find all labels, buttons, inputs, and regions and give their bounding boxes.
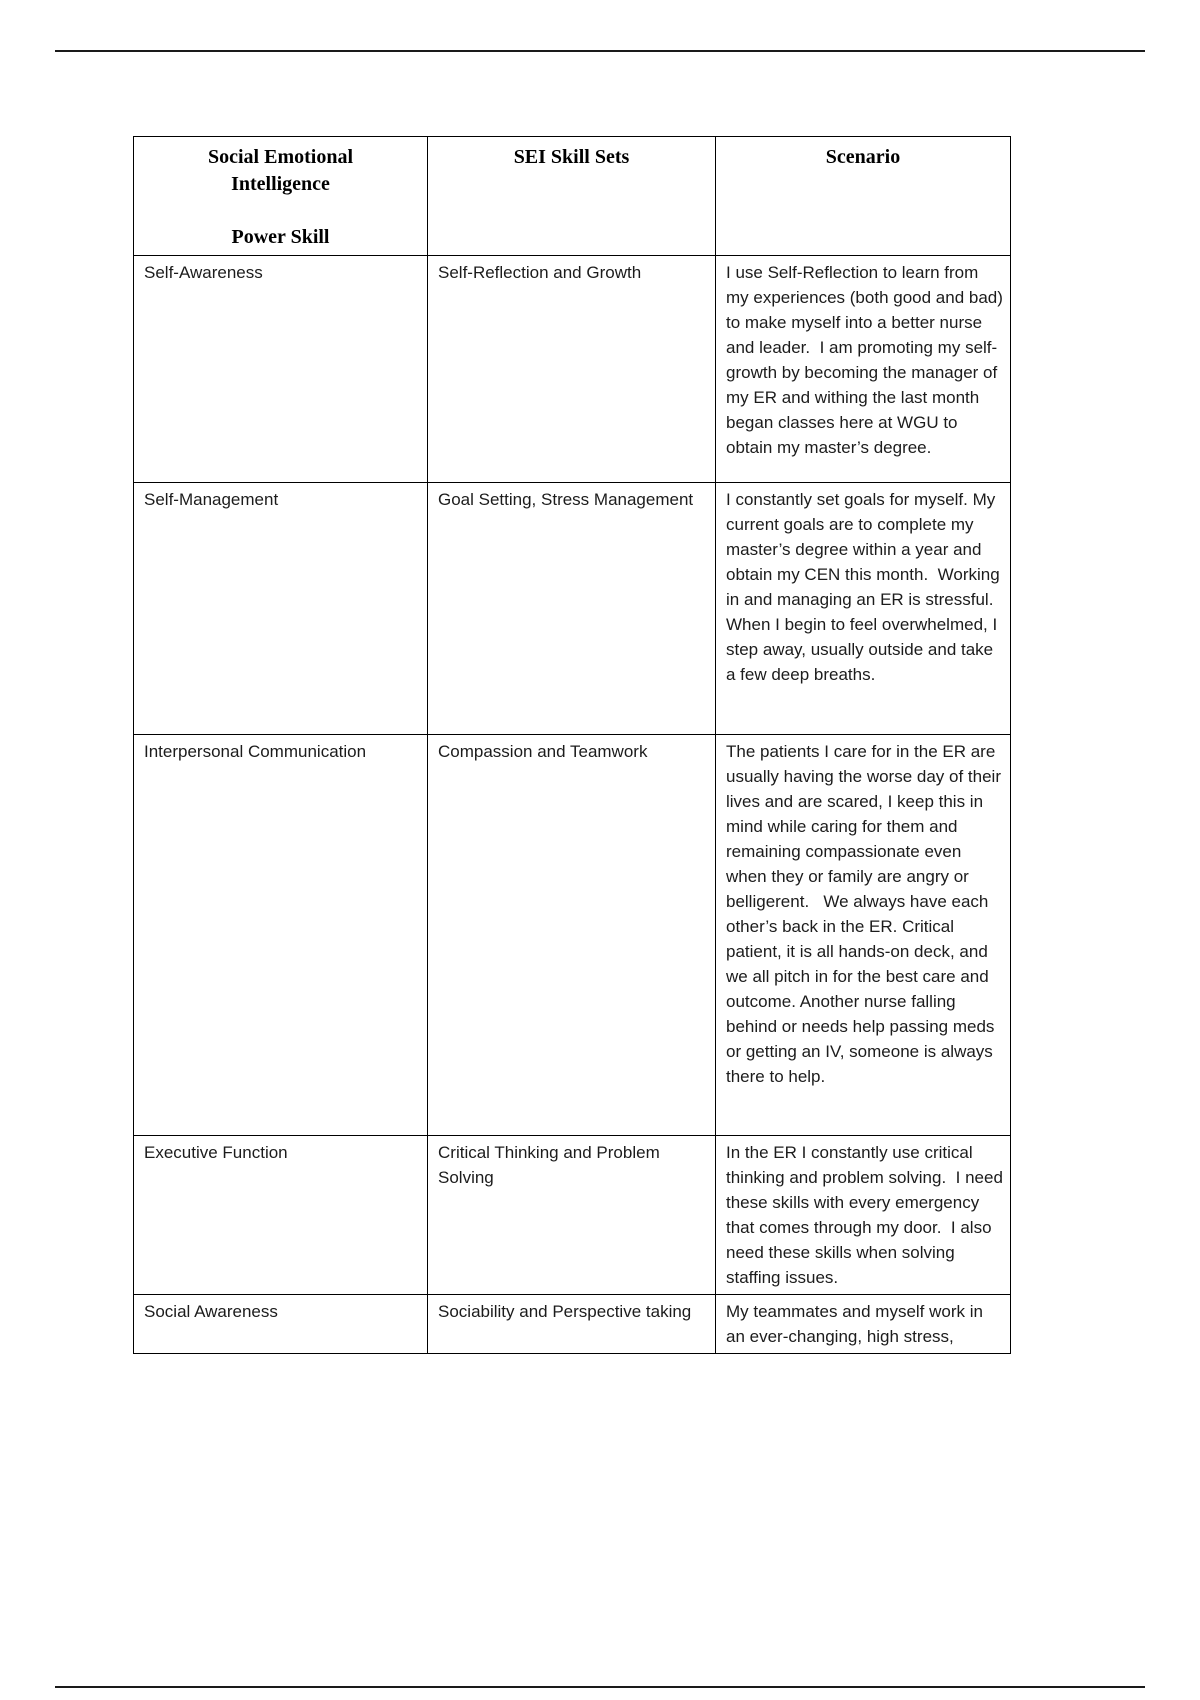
power-skill-cell: Interpersonal Communication	[134, 735, 428, 1136]
table-row	[134, 483, 1011, 735]
power-skill-cell: Executive Function	[134, 1136, 428, 1295]
skill-sets-cell: Self-Reflection and Growth	[428, 256, 716, 483]
table-header-row	[134, 137, 1011, 256]
table-row	[134, 1136, 1011, 1295]
scenario-cell: The patients I care for in the ER are usually having the worse day of their lives and are scared, I keep this in mind while caring for them and remaining compassionate even when they or family are angry or belligerent. We always have each other’s back in the ER. Critical patient, it is all hands-on deck, and we all pitch in for the best care and outcome. Another nurse falling behind or needs help passing meds or getting an IV, someone is always there to help.	[716, 735, 1011, 1136]
header-scenario: Scenario	[716, 137, 1011, 256]
footer-rule	[55, 1686, 1145, 1688]
scenario-cell: In the ER I constantly use critical thinking and problem solving. I need these skills with every emergency that comes through my door. I also need these skills when solving staffing issues.	[716, 1136, 1011, 1295]
table-row	[134, 735, 1011, 1136]
sei-table	[133, 136, 1011, 1354]
power-skill-cell: Self-Awareness	[134, 256, 428, 483]
skill-sets-cell: Sociability and Perspective taking	[428, 1295, 716, 1354]
power-skill-cell: Social Awareness	[134, 1295, 428, 1354]
table-row	[134, 256, 1011, 483]
scenario-cell: My teammates and myself work in an ever-changing, high stress,	[716, 1295, 1011, 1354]
header-power-skill	[134, 137, 428, 256]
scenario-cell: I use Self-Reflection to learn from my experiences (both good and bad) to make myself into a better nurse and leader. I am promoting my self-growth by becoming the manager of my ER and withing the last month began classes here at WGU to obtain my master’s degree.	[716, 256, 1011, 483]
power-skill-cell: Self-Management	[134, 483, 428, 735]
skill-sets-cell: Goal Setting, Stress Management	[428, 483, 716, 735]
skill-sets-cell: Compassion and Teamwork	[428, 735, 716, 1136]
header-power-skill-subtitle: Power Skill	[231, 226, 330, 248]
header-power-skill-title: Social Emotional Intelligence	[207, 146, 353, 195]
header-rule	[55, 50, 1145, 52]
skill-sets-cell: Critical Thinking and Problem Solving	[428, 1136, 716, 1295]
header-skill-sets: SEI Skill Sets	[428, 137, 716, 256]
scenario-cell: I constantly set goals for myself. My current goals are to complete my master’s degree within a year and obtain my CEN this month. Working in and managing an ER is stressful. When I begin to feel overwhelmed, I step away, usually outside and take a few deep breaths.	[716, 483, 1011, 735]
table-row	[134, 1295, 1011, 1354]
